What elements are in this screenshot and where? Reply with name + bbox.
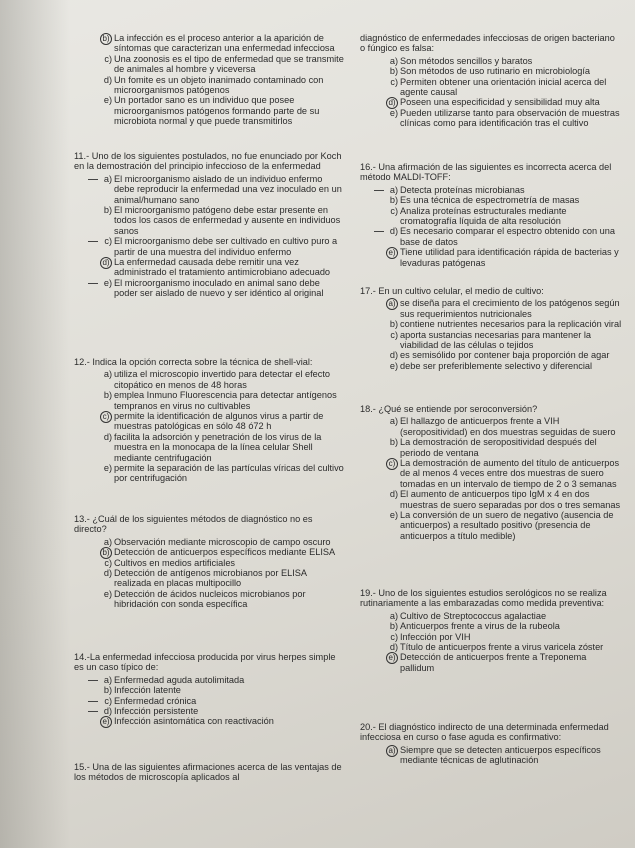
option-letter: a) [103, 536, 112, 547]
option-text: Permiten obtener una orientación inicial acerca del agente causal [400, 76, 607, 98]
option-letter: c) [104, 53, 112, 64]
answer-options [74, 675, 344, 727]
option-text: Detección de anticuerpos frente a Treponema pallidum [400, 652, 587, 673]
answer-options [360, 185, 622, 268]
answer-option [74, 589, 344, 610]
option-text: El microorganismo debe ser cultivado en cultivo puro a partir de una muestra del individuo enfermo [114, 236, 338, 257]
circled-option-letter: a) [386, 298, 398, 310]
prev-question-options [74, 33, 344, 127]
answer-option [74, 432, 344, 463]
answer-option [360, 226, 622, 247]
option-text: es semisólido por contener baja proporción de agar [400, 350, 610, 361]
option-text: Infección latente [114, 685, 181, 696]
answer-option [360, 185, 622, 195]
option-letter: d) [103, 568, 112, 579]
option-letter: a) [389, 184, 398, 195]
answer-option [360, 77, 622, 98]
answer-option [74, 33, 344, 54]
option-letter: c) [104, 557, 112, 568]
answer-option [360, 330, 622, 351]
option-text: Infección por VIH [400, 631, 471, 642]
question-11 [74, 151, 344, 299]
option-letter: b) [103, 205, 112, 216]
option-letter: d) [389, 350, 398, 361]
option-letter: c) [104, 695, 112, 706]
option-letter: d) [103, 706, 112, 717]
circled-option-letter: c) [386, 458, 398, 470]
option-text: contiene nutrientes necesarios para la replicación viral [400, 319, 622, 330]
question-20 [360, 722, 622, 766]
option-text: El hallazgo de anticuerpos frente a VIH (seropositividad) en dos muestras seguidas de suero [400, 416, 616, 437]
option-text: emplea Inmuno Fluorescencia para detectar antígenos tempranos en virus no cultivables [114, 390, 337, 411]
question-15 [74, 762, 344, 783]
answer-option [360, 611, 622, 621]
option-letter: b) [103, 685, 112, 696]
answer-option [74, 174, 344, 205]
option-letter: a) [389, 610, 398, 621]
answer-option [74, 75, 344, 96]
answer-option [360, 652, 622, 673]
option-text: Enfermedad aguda autolimitada [114, 674, 245, 685]
option-text: Pueden utilizarse tanto para observación de muestras clínicas como para identificación tras el cultivo [400, 107, 620, 129]
option-letter: b) [389, 195, 398, 206]
answer-option [360, 416, 622, 437]
question-stem: 20.- El diagnóstico indirecto de una determinada enfermedad infecciosa en curso o fase aguda es confirmativo: [360, 722, 609, 743]
answer-option [360, 298, 622, 319]
answer-option [74, 463, 344, 484]
answer-option [360, 195, 622, 205]
question-stem: 11.- Uno de los siguientes postulados, no fue enunciado por Koch en la demostración del principio infeccioso de la enfermedad [74, 151, 342, 172]
option-text: Infección persistente [114, 706, 199, 717]
option-letter: c) [390, 205, 398, 216]
option-text: Un portador sano es un individuo que posee microorganismos patógenos formando parte de su microbiota normal y que puede transmitirlos [114, 95, 320, 127]
option-letter: c) [390, 329, 398, 340]
option-text: permite la separación de las partículas víricas del cultivo por centrifugación [114, 463, 344, 484]
answer-option [360, 489, 622, 510]
option-text: Poseen una especificidad y sensibilidad muy alta [400, 97, 600, 108]
answer-options [74, 537, 344, 610]
option-text: Tiene utilidad para identificación rápida de bacterias y levaduras patógenas [400, 247, 619, 268]
option-letter: c) [104, 236, 112, 247]
option-text: El aumento de anticuerpos tipo IgM x 4 en dos muestras de suero separadas por dos o tres semanas [400, 489, 621, 510]
option-letter: a) [389, 416, 398, 427]
option-text: aporta sustancias necesarias para mantener la viabilidad de las células o tejidos [400, 329, 592, 351]
answer-option [360, 350, 622, 360]
option-letter: d) [389, 226, 398, 237]
option-letter: c) [390, 631, 398, 642]
option-letter: e) [103, 588, 112, 599]
option-text: La infección es el proceso anterior a la aparición de síntomas que caracterizan una enfermedad infecciosa [114, 33, 335, 54]
answer-option [74, 685, 344, 695]
option-text: Cultivo de Streptococcus agalactiae [400, 610, 547, 621]
answer-options [360, 298, 622, 371]
question-14 [74, 652, 344, 727]
circled-option-letter: b) [100, 547, 112, 559]
option-text: La enfermedad causada debe remitir una vez administrado el tratamiento antimicrobiano adecuado [114, 257, 331, 278]
circled-option-letter: c) [100, 411, 112, 423]
answer-option [74, 95, 344, 126]
option-text: La demostración de aumento del título de anticuerpos de al menos 4 veces entre dos muestras de suero tomadas en un intervalo de tiempo de 2 o 3 semanas [400, 458, 620, 489]
option-letter: d) [389, 489, 398, 500]
option-text: Siempre que se detecten anticuerpos específicos mediante técnicas de aglutinación [400, 744, 601, 766]
question-stem: 19.- Uno de los siguientes estudios serológicos no se realiza rutinariamente a las embarazadas como medida preventiva: [360, 588, 607, 609]
option-text: La conversión de un suero de negativo (ausencia de anticuerpos) a resultado positivo (presencia de anticuerpos a título medible) [400, 510, 614, 541]
option-text: El microorganismo patógeno debe estar presente en todos los casos de enfermedad y ausente en individuos sanos [114, 205, 341, 236]
option-text: Observación mediante microscopio de campo oscuro [114, 536, 331, 547]
circled-option-letter: d) [386, 97, 398, 109]
option-letter: e) [389, 510, 398, 521]
answer-option [360, 632, 622, 642]
option-letter: c) [390, 76, 398, 87]
answer-option [74, 696, 344, 706]
option-letter: e) [389, 107, 398, 118]
option-text: Detección de antígenos microbianos por ELISA realizada en placas multipocillo [114, 568, 307, 589]
page-shadow [0, 0, 70, 848]
question-stem: 17.- En un cultivo celular, el medio de cultivo: [360, 286, 544, 296]
question-stem-continued: diagnóstico de enfermedades infecciosas de origen bacteriano o fúngico es falsa: [360, 33, 615, 54]
answer-options [360, 611, 622, 673]
option-letter: e) [389, 360, 398, 371]
answer-option [360, 108, 622, 129]
option-text: El microorganismo inoculado en animal sano debe poder ser aislado de nuevo y ser idéntico al original [114, 277, 324, 299]
answer-option [360, 66, 622, 76]
answer-option [74, 558, 344, 568]
option-text: permite la identificación de algunos virus a partir de muestras patológicas en sólo 48 ó72 h [114, 411, 324, 432]
option-text: Es una técnica de espectrometría de masas [400, 195, 580, 206]
answer-option [74, 706, 344, 716]
answer-option [360, 510, 622, 541]
answer-option [74, 716, 344, 726]
question-12 [74, 357, 344, 484]
answer-option [360, 458, 622, 489]
answer-options [360, 56, 622, 129]
answer-options [74, 369, 344, 483]
answer-option [74, 568, 344, 589]
option-text: facilita la adsorción y penetración de los virus de la muestra en la monocapa de la línea celular Shell mediante centrifugación [114, 431, 322, 463]
question-stem: 13.- ¿Cuál de los siguientes métodos de diagnóstico no es directo? [74, 514, 313, 535]
answer-option [74, 675, 344, 685]
question-stem: 12.- Indica la opción correcta sobre la técnica de shell-vial: [74, 357, 313, 367]
question-18 [360, 404, 622, 541]
answer-option [74, 257, 344, 278]
option-text: Son métodos de uso rutinario en microbiología [400, 66, 590, 77]
option-text: El microorganismo aislado de un individuo enfermo debe reproducir la enfermedad una vez inoculado en un animal/humano sano [114, 173, 342, 205]
option-text: Detección de ácidos nucleicos microbianos por hibridación con sonda específica [114, 588, 306, 610]
answer-option [74, 390, 344, 411]
option-text: Cultivos en medios artificiales [114, 557, 236, 568]
answer-option [360, 56, 622, 66]
answer-option [74, 205, 344, 236]
circled-option-letter: e) [100, 716, 112, 728]
answer-option [360, 361, 622, 371]
question-16 [360, 162, 622, 268]
option-text: Es necesario comparar el espectro obtenido con una base de datos [400, 226, 616, 247]
answer-option [74, 537, 344, 547]
question-17 [360, 286, 622, 371]
option-letter: a) [103, 674, 112, 685]
circled-option-letter: e) [386, 652, 398, 664]
answer-option [360, 247, 622, 268]
answer-option [74, 54, 344, 75]
answer-option [74, 411, 344, 432]
option-text: Detecta proteínas microbianas [400, 184, 525, 195]
option-text: debe ser preferiblemente selectivo y diferencial [400, 360, 593, 371]
answer-option [360, 437, 622, 458]
answer-option [360, 745, 622, 766]
answer-option [360, 621, 622, 631]
option-letter: e) [103, 463, 112, 474]
option-letter: b) [389, 437, 398, 448]
option-text: Un fomite es un objeto inanimado contaminado con microorganismos patógenos [114, 74, 324, 96]
question-stem: 14.-La enfermedad infecciosa producida por virus herpes simple es un caso típico de: [74, 652, 336, 673]
option-letter: b) [389, 319, 398, 330]
question-stem: 15.- Una de las siguientes afirmaciones acerca de las ventajas de los métodos de microscopía aplicados al [74, 762, 342, 783]
option-letter: a) [103, 173, 112, 184]
option-text: Analiza proteínas estructurales mediante cromatografía líquida de alta resolución [400, 205, 567, 227]
answer-option [360, 206, 622, 227]
option-letter: a) [103, 369, 112, 380]
option-letter: b) [103, 390, 112, 401]
option-text: Detección de anticuerpos específicos mediante ELISA [114, 547, 336, 558]
option-letter: b) [389, 66, 398, 77]
option-text: Anticuerpos frente a virus de la rubeola [400, 621, 560, 632]
answer-option [360, 319, 622, 329]
option-letter: d) [103, 74, 112, 85]
circled-option-letter: e) [386, 247, 398, 259]
option-letter: b) [389, 621, 398, 632]
answer-option [74, 547, 344, 557]
question-19 [360, 588, 622, 673]
option-text: Título de anticuerpos frente a virus varicela zóster [400, 642, 604, 653]
option-text: La demostración de seropositividad después del periodo de ventana [400, 437, 597, 458]
question-stem: 18.- ¿Qué se entiende por seroconversión? [360, 404, 538, 414]
circled-option-letter: d) [100, 257, 112, 269]
option-text: Enfermedad crónica [114, 695, 197, 706]
question-stem: 16.- Una afirmación de las siguientes es incorrecta acerca del método MALDI-TOFF: [360, 162, 612, 183]
option-letter: e) [103, 277, 112, 288]
option-letter: d) [389, 642, 398, 653]
answer-option [360, 97, 622, 107]
answer-options [360, 745, 622, 766]
option-text: Son métodos sencillos y baratos [400, 55, 533, 66]
answer-option [74, 369, 344, 390]
option-letter: a) [389, 55, 398, 66]
answer-options [74, 174, 344, 299]
answer-options [360, 416, 622, 541]
option-letter: e) [103, 95, 112, 106]
question-15-continued [360, 33, 622, 129]
option-text: se diseña para el crecimiento de los patógenos según sus requerimientos nutricionales [400, 298, 620, 319]
option-text: Una zoonosis es el tipo de enfermedad que se transmite de animales al hombre y viceversa [114, 53, 344, 75]
answer-option [74, 278, 344, 299]
option-text: utiliza el microscopio invertido para detectar el efecto citopático en menos de 48 horas [114, 369, 331, 390]
option-text: Infección asintomática con reactivación [114, 716, 274, 727]
circled-option-letter: b) [100, 33, 112, 45]
question-13 [74, 514, 344, 610]
option-letter: d) [103, 431, 112, 442]
circled-option-letter: a) [386, 745, 398, 757]
answer-option [360, 642, 622, 652]
answer-option [74, 236, 344, 257]
